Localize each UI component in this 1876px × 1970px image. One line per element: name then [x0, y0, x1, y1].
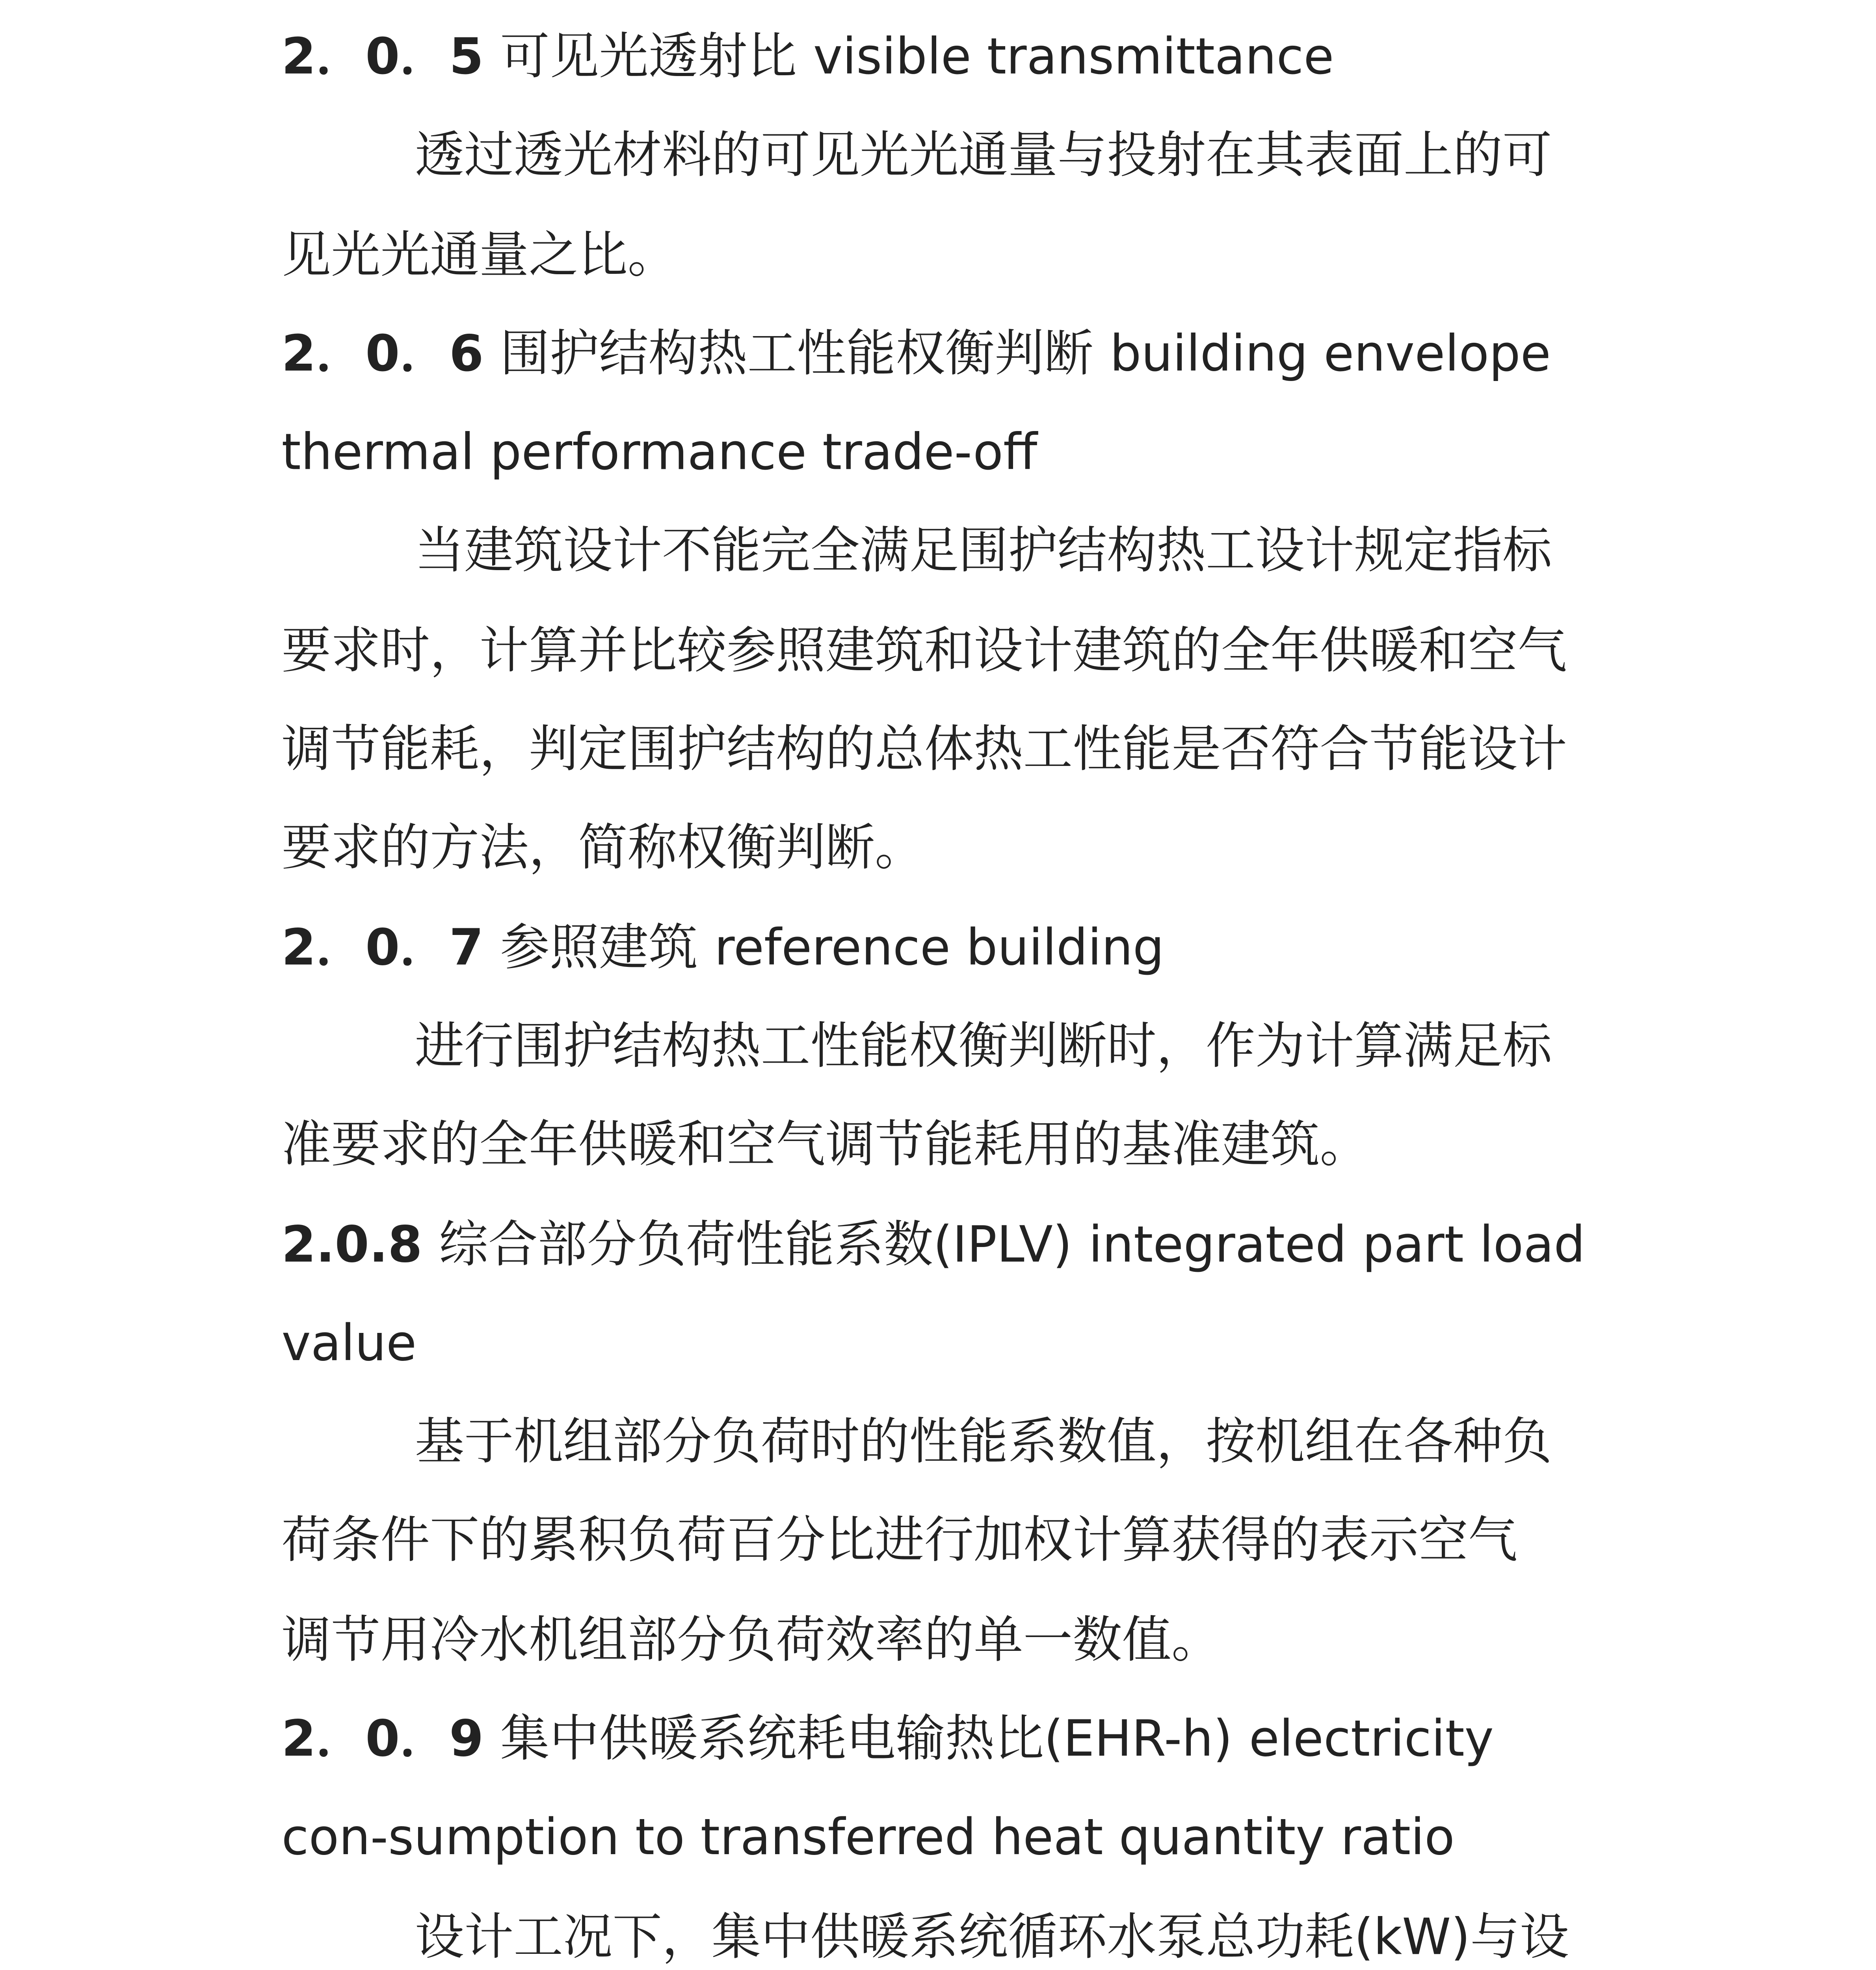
- definition-line: 调节用冷水机组部分负荷效率的单一数值。: [281, 1612, 1221, 1669]
- section-title-cn: 参照建筑: [500, 920, 698, 977]
- section-title-en: electricity: [1249, 1711, 1494, 1768]
- section-title-en-continued: thermal performance trade-off: [281, 425, 1037, 482]
- definition-line: 透过透光材料的可见光光通量与投射在其表面上的可: [415, 128, 1552, 185]
- section-heading-2-0-9: [281, 1690, 1586, 1789]
- definition-line: 见光光通量之比。: [281, 227, 677, 284]
- document-body: [281, 8, 1586, 1970]
- definition-line: 要求时，计算并比较参照建筑和设计建筑的全年供暖和空气: [281, 623, 1567, 680]
- section-number: 2.0.8: [281, 1216, 422, 1273]
- definition-line: 设计工况下，集中供暖系统循环水泵总功耗(kW)与设: [415, 1909, 1569, 1966]
- section-title-en: building envelope: [1110, 326, 1551, 383]
- section-number: 2．0．7: [281, 920, 484, 977]
- section-heading-2-0-7: [281, 899, 1586, 998]
- section-title-cn: 综合部分负荷性能系数(IPLV): [439, 1216, 1072, 1273]
- section-title-en: reference building: [714, 920, 1164, 977]
- definition-line: 荷条件下的累积负荷百分比进行加权计算获得的表示空气: [281, 1513, 1518, 1570]
- definition-line: 调节能耗，判定围护结构的总体热工性能是否符合节能设计: [281, 721, 1567, 779]
- section-number: 2．0．6: [281, 326, 484, 383]
- section-number: 2．0．5: [281, 29, 484, 86]
- definition-line: 准要求的全年供暖和空气调节能耗用的基准建筑。: [281, 1117, 1369, 1175]
- section-heading-2-0-5: [281, 8, 1586, 107]
- definition-line: 当建筑设计不能完全满足围护结构热工设计规定指标: [415, 524, 1552, 581]
- definition-line: 基于机组部分负荷时的性能系数值，按机组在各种负: [415, 1414, 1552, 1472]
- section-heading-2-0-8: [281, 1196, 1586, 1295]
- definition-line: 进行围护结构热工性能权衡判断时，作为计算满足标: [415, 1018, 1552, 1076]
- section-title-cn: 围护结构热工性能权衡判断: [500, 326, 1093, 383]
- section-title-en: visible transmittance: [813, 29, 1334, 86]
- definition-line: 要求的方法，简称权衡判断。: [281, 821, 924, 878]
- section-title-cn: 可见光透射比: [500, 29, 797, 86]
- section-title-cn: 集中供暖系统耗电输热比(EHR-h): [500, 1711, 1233, 1768]
- section-heading-2-0-6: [281, 305, 1586, 404]
- section-title-en-continued: con-sumption to transferred heat quantity ratio: [281, 1810, 1455, 1867]
- section-title-en: integrated part load: [1088, 1216, 1585, 1273]
- section-title-en-continued: value: [281, 1315, 417, 1373]
- section-number: 2．0．9: [281, 1711, 484, 1768]
